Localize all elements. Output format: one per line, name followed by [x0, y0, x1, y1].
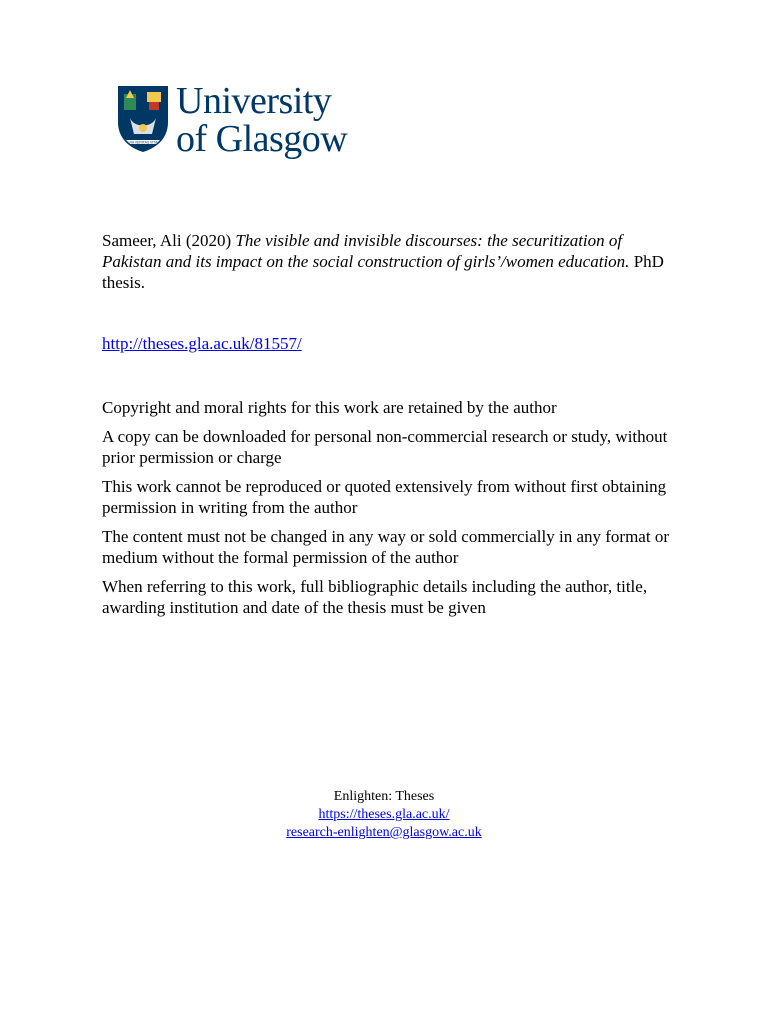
repository-site-link[interactable]: https://theses.gla.ac.uk/ [318, 807, 450, 822]
wordmark-line-1: University [176, 80, 332, 122]
citation-type: PhD thesis. [102, 252, 664, 292]
repository-footer [0, 788, 768, 842]
citation-author-year: Sameer, Ali (2020) [102, 231, 236, 250]
university-wordmark [176, 80, 348, 160]
citation-title: The visible and invisible discourses: the securitization of Pakistan and its impact on the social construction of girls’/women education. [102, 231, 630, 271]
thesis-url-block [102, 333, 302, 354]
rights-item: When referring to this work, full bibliographic details including the author, title, awarding institution and date of the thesis must be given [102, 577, 648, 617]
rights-item: Copyright and moral rights for this work are retained by the author [102, 398, 557, 417]
rights-item: A copy can be downloaded for personal non-commercial research or study, without prior permission or charge [102, 427, 668, 467]
university-crest-icon [116, 84, 170, 154]
wordmark-line-2: of Glasgow [176, 118, 348, 160]
rights-item: The content must not be changed in any way or sold commercially in any format or medium without the formal permission of the author [102, 527, 669, 567]
thesis-citation [102, 230, 682, 293]
rights-statement [102, 397, 672, 626]
rights-item: This work cannot be reproduced or quoted extensively from without first obtaining permission in writing from the author [102, 477, 667, 517]
repository-email-link[interactable]: research-enlighten@glasgow.ac.uk [286, 825, 482, 840]
university-logo [116, 80, 348, 160]
crest-motto: VIA VERITAS VITA [128, 140, 158, 145]
thesis-url-link[interactable]: http://theses.gla.ac.uk/81557/ [102, 334, 302, 353]
repository-name: Enlighten: Theses [333, 789, 435, 804]
